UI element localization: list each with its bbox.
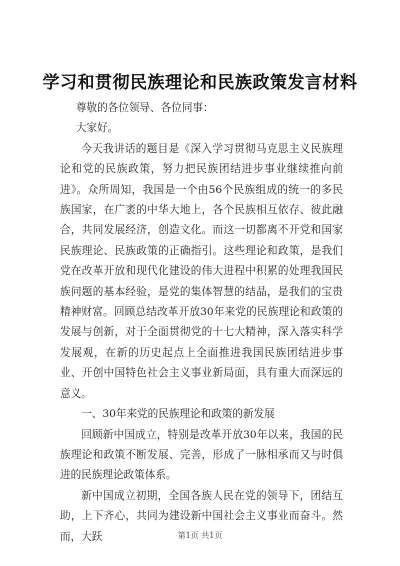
- intro-paragraph: 今天我讲话的题目是《深入学习贯彻马克思主义民族理论和党的民族政策，努力把民族团结进步事业继续推向前进》。众所周知，我国是一个由56个民族组成的统一的多民族国家，在广袤的中华大地上，各个民族相互依存、彼此融合，共同发展经济，创造文化。而这一切都离不开党和国家民族理论、民族政策的正确指引。这些理论和政策，是我们党在改革开放和现代化建设的伟大进程中积累的处理我国民族问题的基本经验，是党的集体智慧的结晶，是我们的宝贵精神财富。回顾总结改革开放30年来党的民族理论和政策的发展与创新，对于全面贯彻党的十七大精神，深入落实科学发展观，在新的历史起点上全面推进我国民族团结进步事业、开创中国特色社会主义事业新局面，具有重大而深远的意义。: [60, 142, 343, 400]
- body-paragraph: 新中国成立初期，全国各族人民在党的领导下，团结互助，上下齐心，共同为建设新中国社会主义事业而奋斗。然而，大跃: [60, 489, 343, 543]
- salutation-paragraph: 尊敬的各位领导、各位同事：: [75, 102, 214, 114]
- section-heading: 一、30年来党的民族理论和政策的新发展: [81, 408, 275, 421]
- page-footer: 第1页 共1页: [177, 531, 223, 540]
- body-paragraph: 回顾新中国成立，特别是改革开放30年以来，我国的民族理论和政策不断发展、完善，形成了一脉相承而又与时俱进的民族理论政策体系。: [60, 428, 343, 482]
- document-title: 学习和贯彻民族理论和民族政策发言材料: [42, 73, 358, 93]
- greeting-paragraph: 大家好。: [75, 122, 119, 135]
- document-body: [60, 98, 343, 547]
